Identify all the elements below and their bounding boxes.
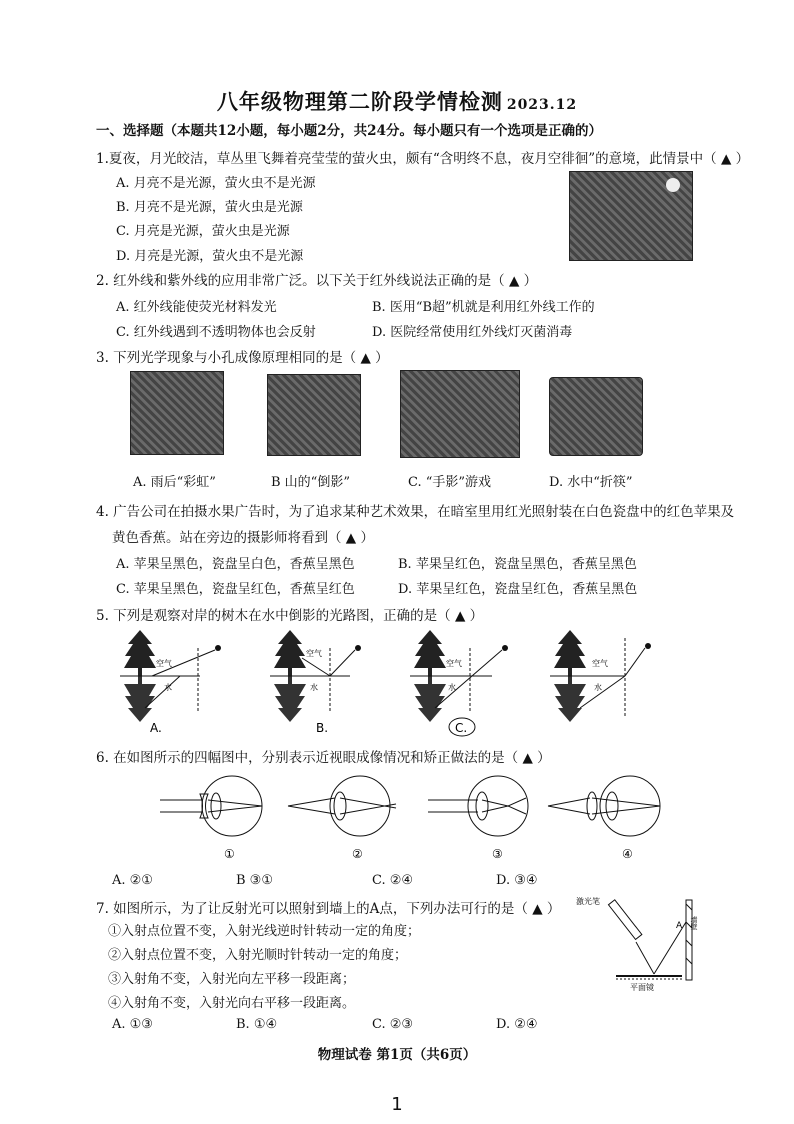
q2-option-c: C. 红外线遇到不透明物体也会反射 [116,325,316,340]
air-label-d: 空气 [592,659,608,668]
q3-photo-hand-shadow [400,370,520,458]
q6-stem: 6. 在如图所示的四幅图中，分别表示近视眼成像情况和矫正做法的是（ ▲ ） [96,750,551,766]
q7-option-d: D. ②④ [496,1017,538,1032]
page-footer: 物理试卷 第1页（共6页） [317,1047,477,1063]
moon-icon [666,178,680,192]
diagram-d [550,630,651,722]
q3-photo-rainbow [130,371,224,455]
eye-label-3: ③ [492,847,503,861]
q1-option-d: D. 月亮是光源，萤火虫不是光源 [116,249,304,264]
q6-option-c: C. ②④ [372,873,414,888]
q1-stem: 1.夏夜，月光皎洁，草丛里飞舞着亮莹莹的萤火虫，颇有“含明终不息，夜月空徘徊”的意境，此情景中（ ▲ ） [96,151,750,167]
q2-option-a: A. 红外线能使荧光材料发光 [116,300,277,315]
air-label-c: 空气 [446,659,462,668]
diagram-label-b: B. [316,721,329,735]
q1-option-c: C. 月亮是光源，萤火虫是光源 [116,224,290,239]
q1-option-a: A. 月亮不是光源，萤火虫不是光源 [116,176,316,191]
air-label-a: 空气 [156,659,172,668]
eye-diagram-1 [160,776,262,861]
q4-stem-line2: 黄色香蕉。站在旁边的摄影师将看到（ ▲ ） [112,530,374,546]
diagram-c [410,630,508,722]
laser-pen-label: 激光笔 [576,897,600,906]
section-heading: 一、选择题（本题共12小题，每小题2分，共24分。每小题只有一个选项是正确的） [96,123,602,139]
q3-photo-chopsticks [549,377,643,456]
page-title [0,86,794,116]
eye-label-2: ② [352,847,363,861]
exam-date: 2023.12 [506,97,578,113]
diagram-a [120,630,221,722]
water-label-b: 水 [310,683,318,692]
mirror-label: 平面镜 [630,983,654,992]
eye-diagram-4 [548,776,660,861]
q2-option-d: D. 医院经常使用红外线灯灭菌消毒 [372,325,573,340]
water-label-d: 水 [594,683,602,692]
q7-mirror-diagram [572,892,702,992]
q1-night-photo [569,171,693,261]
title-text: 八年级物理第二阶段学情检测 [216,89,503,114]
eye-diagram-2 [288,776,396,861]
water-label-a: 水 [164,683,172,692]
q6-option-b: B ③① [236,873,273,888]
q7-item-4: ④入射角不变，入射光向右平移一段距离。 [108,996,356,1011]
q3-photo-reflection [267,374,361,456]
q7-stem: 7. 如图所示，为了让反射光可以照射到墙上的A点，下列办法可行的是（ ▲ ） [96,901,561,917]
q5-stem: 5. 下列是观察对岸的树木在水中倒影的光路图，正确的是（ ▲ ） [96,608,484,624]
q4-option-d: D. 苹果呈红色，瓷盘呈红色，香蕉呈黑色 [398,582,638,597]
laser-pen-icon [608,900,641,940]
q7-option-a: A. ①③ [112,1017,153,1032]
q4-option-c: C. 苹果呈黑色，瓷盘呈红色，香蕉呈红色 [116,582,355,597]
q6-option-d: D. ③④ [496,873,538,888]
q2-stem: 2. 红外线和紫外线的应用非常广泛。以下关于红外线说法正确的是（ ▲ ） [96,273,538,289]
diagram-b [270,630,361,722]
q4-option-b: B. 苹果呈红色，瓷盘呈黑色，香蕉呈黑色 [398,557,637,572]
q3-caption-a: A. 雨后“彩虹” [133,475,216,490]
q3-stem: 3. 下列光学现象与小孔成像原理相同的是（ ▲ ） [96,350,389,366]
q3-caption-b: B 山的“倒影” [271,475,350,490]
q4-stem-line1: 4. 广告公司在拍摄水果广告时，为了追求某种艺术效果，在暗室里用红光照射装在白色瓷盘中的红色苹果及 [96,504,735,520]
air-label-b: 空气 [306,649,322,658]
diagram-label-c: C. [455,721,468,735]
page-number: 1 [391,1094,403,1115]
wall-label: 墙壁 [690,916,698,930]
water-label-c: 水 [448,683,456,692]
eye-label-1: ① [224,847,235,861]
q7-item-3: ③入射角不变，入射光向左平移一段距离； [108,972,356,987]
q7-item-2: ②入射点位置不变，入射光顺时针转动一定的角度； [108,948,408,963]
q6-eye-diagrams [160,768,680,864]
q1-option-b: B. 月亮不是光源，萤火虫是光源 [116,200,303,215]
q5-ray-diagrams [120,628,690,740]
q7-item-1: ①入射点位置不变，入射光线逆时针转动一定的角度； [108,924,421,939]
q7-option-c: C. ②③ [372,1017,414,1032]
point-a-label: A [676,921,683,931]
q4-option-a: A. 苹果呈黑色，瓷盘呈白色，香蕉呈黑色 [116,557,355,572]
q3-caption-d: D. 水中“折筷” [549,475,633,490]
q2-option-b: B. 医用“B超”机就是利用红外线工作的 [372,300,595,315]
eye-diagram-3 [428,776,528,861]
q3-caption-c: C. “手影”游戏 [408,475,492,490]
diagram-label-a: A. [150,721,162,735]
q7-option-b: B. ①④ [236,1017,278,1032]
eye-label-4: ④ [622,847,633,861]
q6-option-a: A. ②① [112,873,153,888]
